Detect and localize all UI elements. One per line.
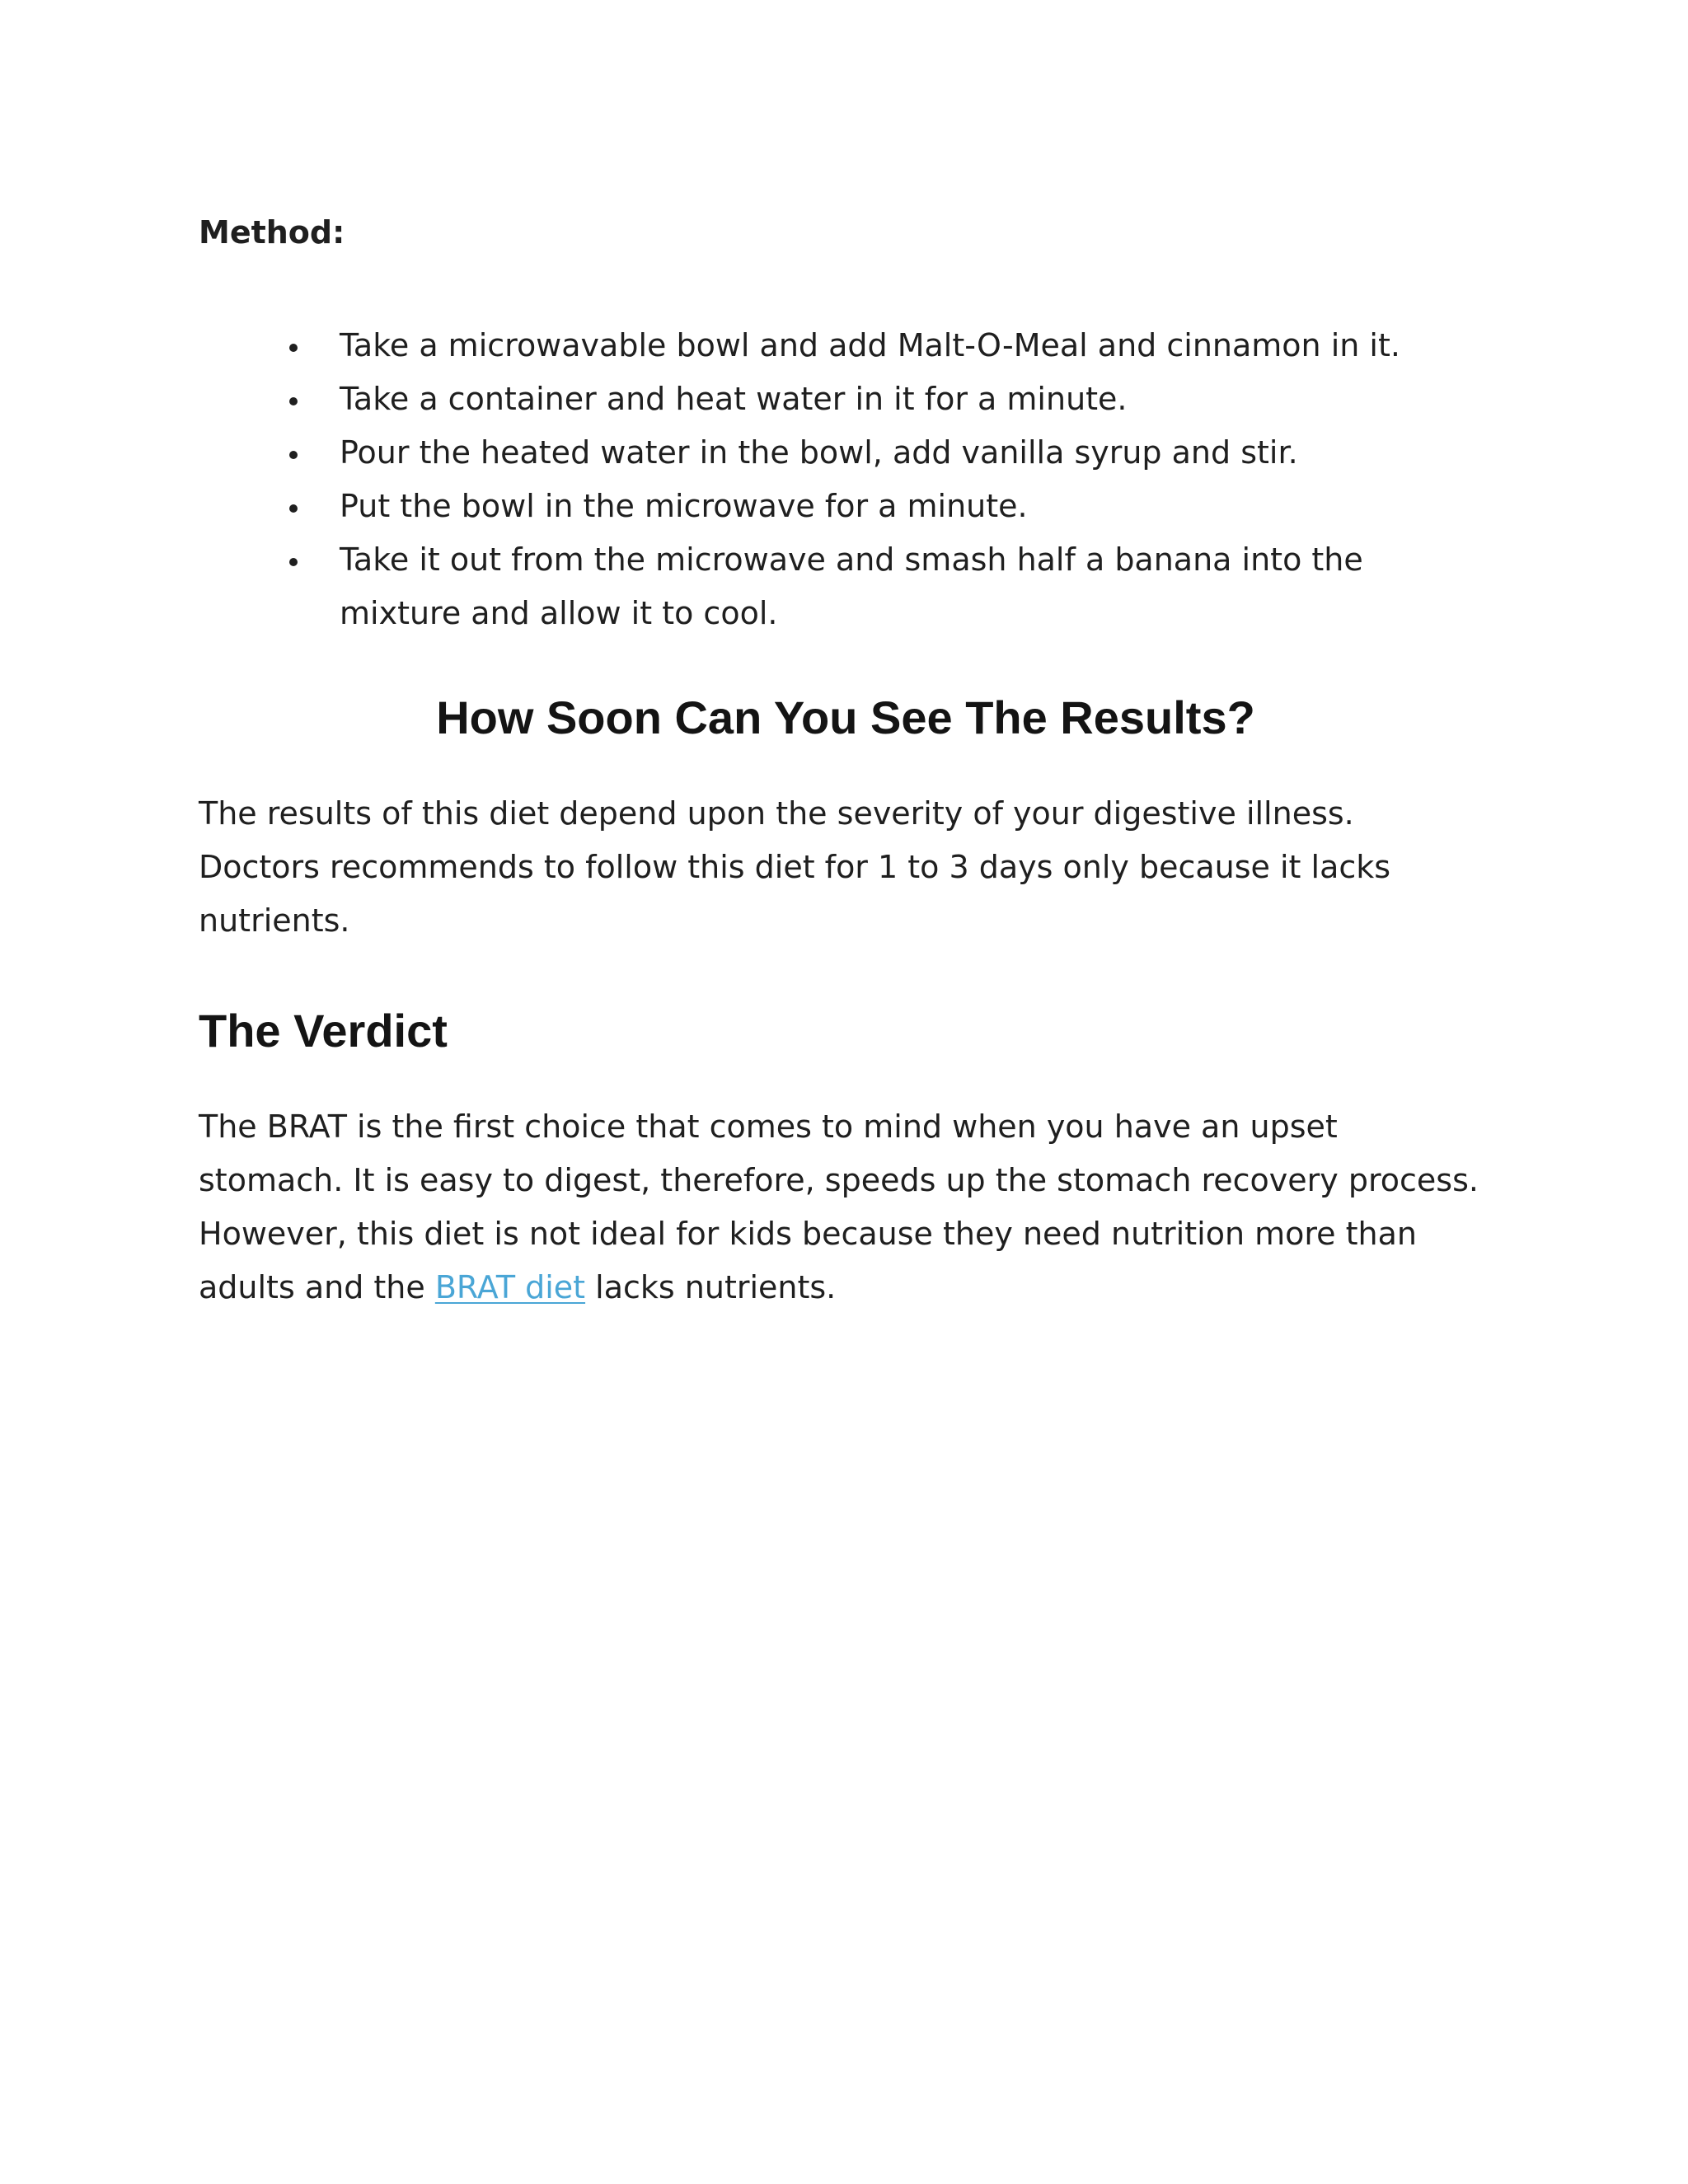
list-item [199, 373, 1484, 426]
list-item [199, 533, 1484, 640]
method-step-text: Pour the heated water in the bowl, add vanilla syrup and stir. [340, 434, 1298, 471]
bullet-icon [289, 451, 298, 459]
list-item [199, 426, 1484, 480]
bullet-icon [289, 344, 298, 352]
method-step-text: Take it out from the microwave and smash half a banana into the mixture and allow it to cool. [340, 541, 1363, 631]
list-item [199, 319, 1484, 373]
method-step-text: Take a container and heat water in it for a minute. [340, 381, 1128, 417]
method-steps-list [199, 319, 1484, 640]
method-step-text: Put the bowl in the microwave for a minute. [340, 488, 1028, 524]
method-step-text: Take a microwavable bowl and add Malt-O-Meal and cinnamon in it. [340, 327, 1400, 363]
bullet-icon [289, 397, 298, 405]
verdict-paragraph [199, 1100, 1484, 1315]
results-heading: How Soon Can You See The Results? [436, 691, 1255, 743]
bullet-icon [289, 558, 298, 566]
method-label: Method: [199, 214, 345, 251]
brat-diet-link[interactable]: BRAT diet [434, 1269, 586, 1305]
results-paragraph: The results of this diet depend upon the severity of your digestive illness. Doctors recommends to follow this diet for 1 to 3 days only because it lacks nutrients. [199, 795, 1391, 939]
verdict-text-after-link: lacks nutrients. [585, 1269, 837, 1305]
list-item [199, 480, 1484, 533]
verdict-text-before-link: The BRAT is the first choice that comes to mind when you have an upset stomach. It is easy to digest, therefore, speeds up the stomach recovery process. However, this diet is not ideal for kids because they need nutrition more than adults and the [199, 1108, 1479, 1305]
verdict-heading: The Verdict [199, 1005, 448, 1057]
bullet-icon [289, 504, 298, 513]
